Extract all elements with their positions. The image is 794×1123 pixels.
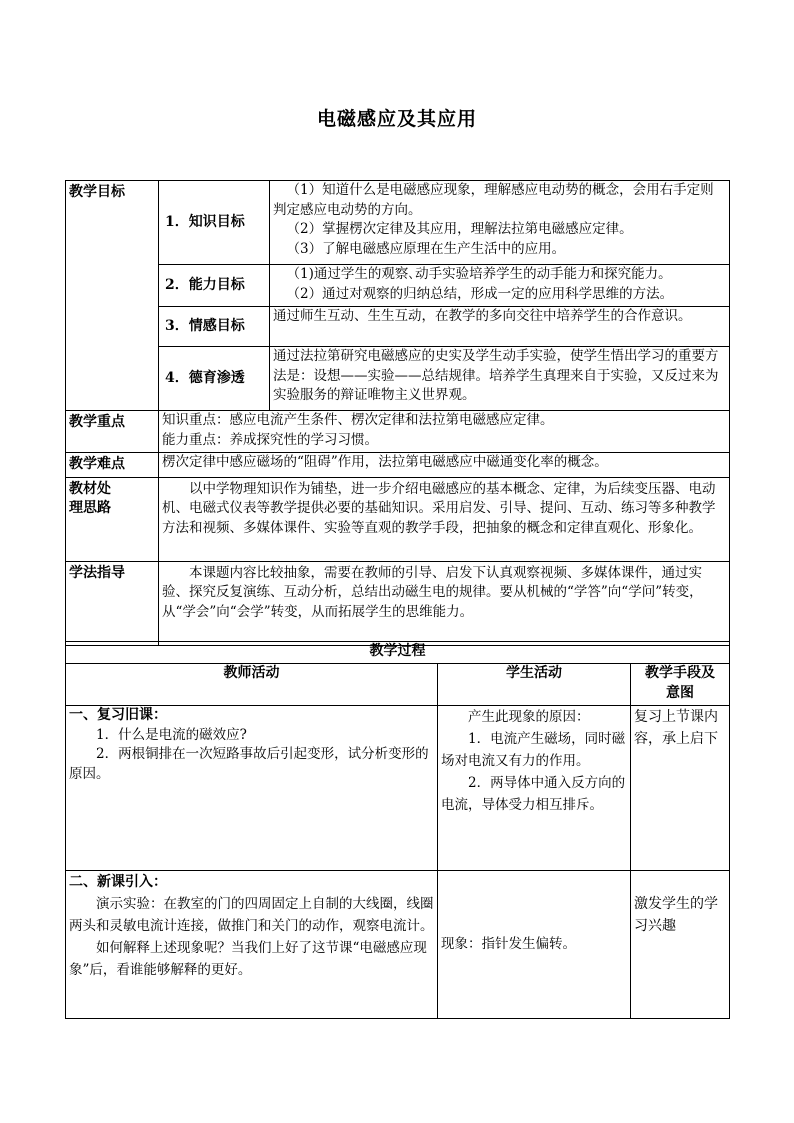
goal-knowledge-label: 1．知识目标 xyxy=(159,181,270,265)
goals-label: 教学目标 xyxy=(66,181,159,411)
means-header: 教学手段及 意图 xyxy=(631,664,730,706)
goal-moral-text: 通过法拉第研究电磁感应的史实及学生动手实验，使学生悟出学习的重要方法是：设想——实验——总结规律。培养学生真理来自于实验，又反过来为实验服务的辩证唯物主义世界观。 xyxy=(270,347,730,411)
goal-knowledge-text: （1）知道什么是电磁感应现象，理解感应电动势的概念，会用右手定则判定感应电动势的方向。 （2）掌握楞次定律及其应用，理解法拉第电磁感应定律。 （3）了解电磁感应原理在生产生活中的应用。 xyxy=(270,181,730,265)
key-points-text: 知识重点：感应电流产生条件、楞次定律和法拉第电磁感应定律。 能力重点：养成探究性的学习习惯。 xyxy=(159,411,730,453)
review-teacher-cell: 一、复习旧课： 1．什么是电流的磁效应? 2．两根铜排在一次短路事故后引起变形，试分析变形的原因。 xyxy=(66,706,438,871)
method-text: 本课题内容比较抽象，需要在教师的引导、启发下认真观察视频、多媒体课件，通过实验、探究反复演练、互动分析，总结出动磁生电的规律。要从机械的“学答”向“学问”转变，从“学会”向“会学”转变，从而拓展学生的思维能力。 xyxy=(159,561,730,645)
goal-moral-label: 4．德育渗透 xyxy=(159,347,270,411)
process-table xyxy=(65,641,730,1019)
goal-ability-label: 2．能力目标 xyxy=(159,265,270,307)
goal-emotion-label: 3．情感目标 xyxy=(159,307,270,347)
process-title: 教学过程 xyxy=(66,642,730,664)
intro-means-cell: 激发学生的学习兴趣 xyxy=(631,871,730,1019)
intro-teacher-cell: 二、新课引入： 演示实验：在教室的门的四周固定上自制的大线圈，线圈两头和灵敏电流计连接，做推门和关门的动作，观察电流计。 如何解释上述现象呢？当我们上好了这节课“电磁感应现象”后，看谁能够解释的更好。 xyxy=(66,871,438,1019)
review-student-cell: 产生此现象的原因： 1．电流产生磁场，同时磁场对电流又有力的作用。 2．两导体中通入反方向的电流，导体受力相互排斥。 xyxy=(438,706,631,871)
teacher-header: 教师活动 xyxy=(66,664,438,706)
intro-section-title: 二、新课引入： xyxy=(69,874,167,890)
review-means-cell: 复习上节课内容，承上启下 xyxy=(631,706,730,871)
difficulty-text: 楞次定律中感应磁场的“阻碍”作用，法拉第电磁感应中磁通变化率的概念。 xyxy=(159,453,730,478)
key-points-label: 教学重点 xyxy=(66,411,159,453)
method-label: 学法指导 xyxy=(66,561,159,645)
material-label: 教材处 理思路 xyxy=(66,477,159,561)
goal-emotion-text: 通过师生互动、生生互动，在教学的多向交往中培养学生的合作意识。 xyxy=(270,307,730,347)
review-section-title: 一、复习旧课： xyxy=(69,707,167,723)
page-title: 电磁感应及其应用 xyxy=(316,108,477,130)
intro-student-cell: 现象：指针发生偏转。 xyxy=(438,871,631,1019)
goal-ability-text: （1)通过学生的观察､动手实验培养学生的动手能力和探究能力。 （2）通过对观察的归纳总结，形成一定的应用科学思维的方法。 xyxy=(270,265,730,307)
difficulty-label: 教学难点 xyxy=(66,453,159,478)
student-header: 学生活动 xyxy=(438,664,631,706)
material-text: 以中学物理知识作为铺垫，进一步介绍电磁感应的基本概念、定律，为后续变压器、电动机、电磁式仪表等教学提供必要的基础知识。采用启发、引导、提问、互动、练习等多种教学方法和视频、多媒体课件、实验等直观的教学手段，把抽象的概念和定律直观化、形象化。 xyxy=(159,477,730,561)
lesson-plan-table xyxy=(65,180,730,646)
